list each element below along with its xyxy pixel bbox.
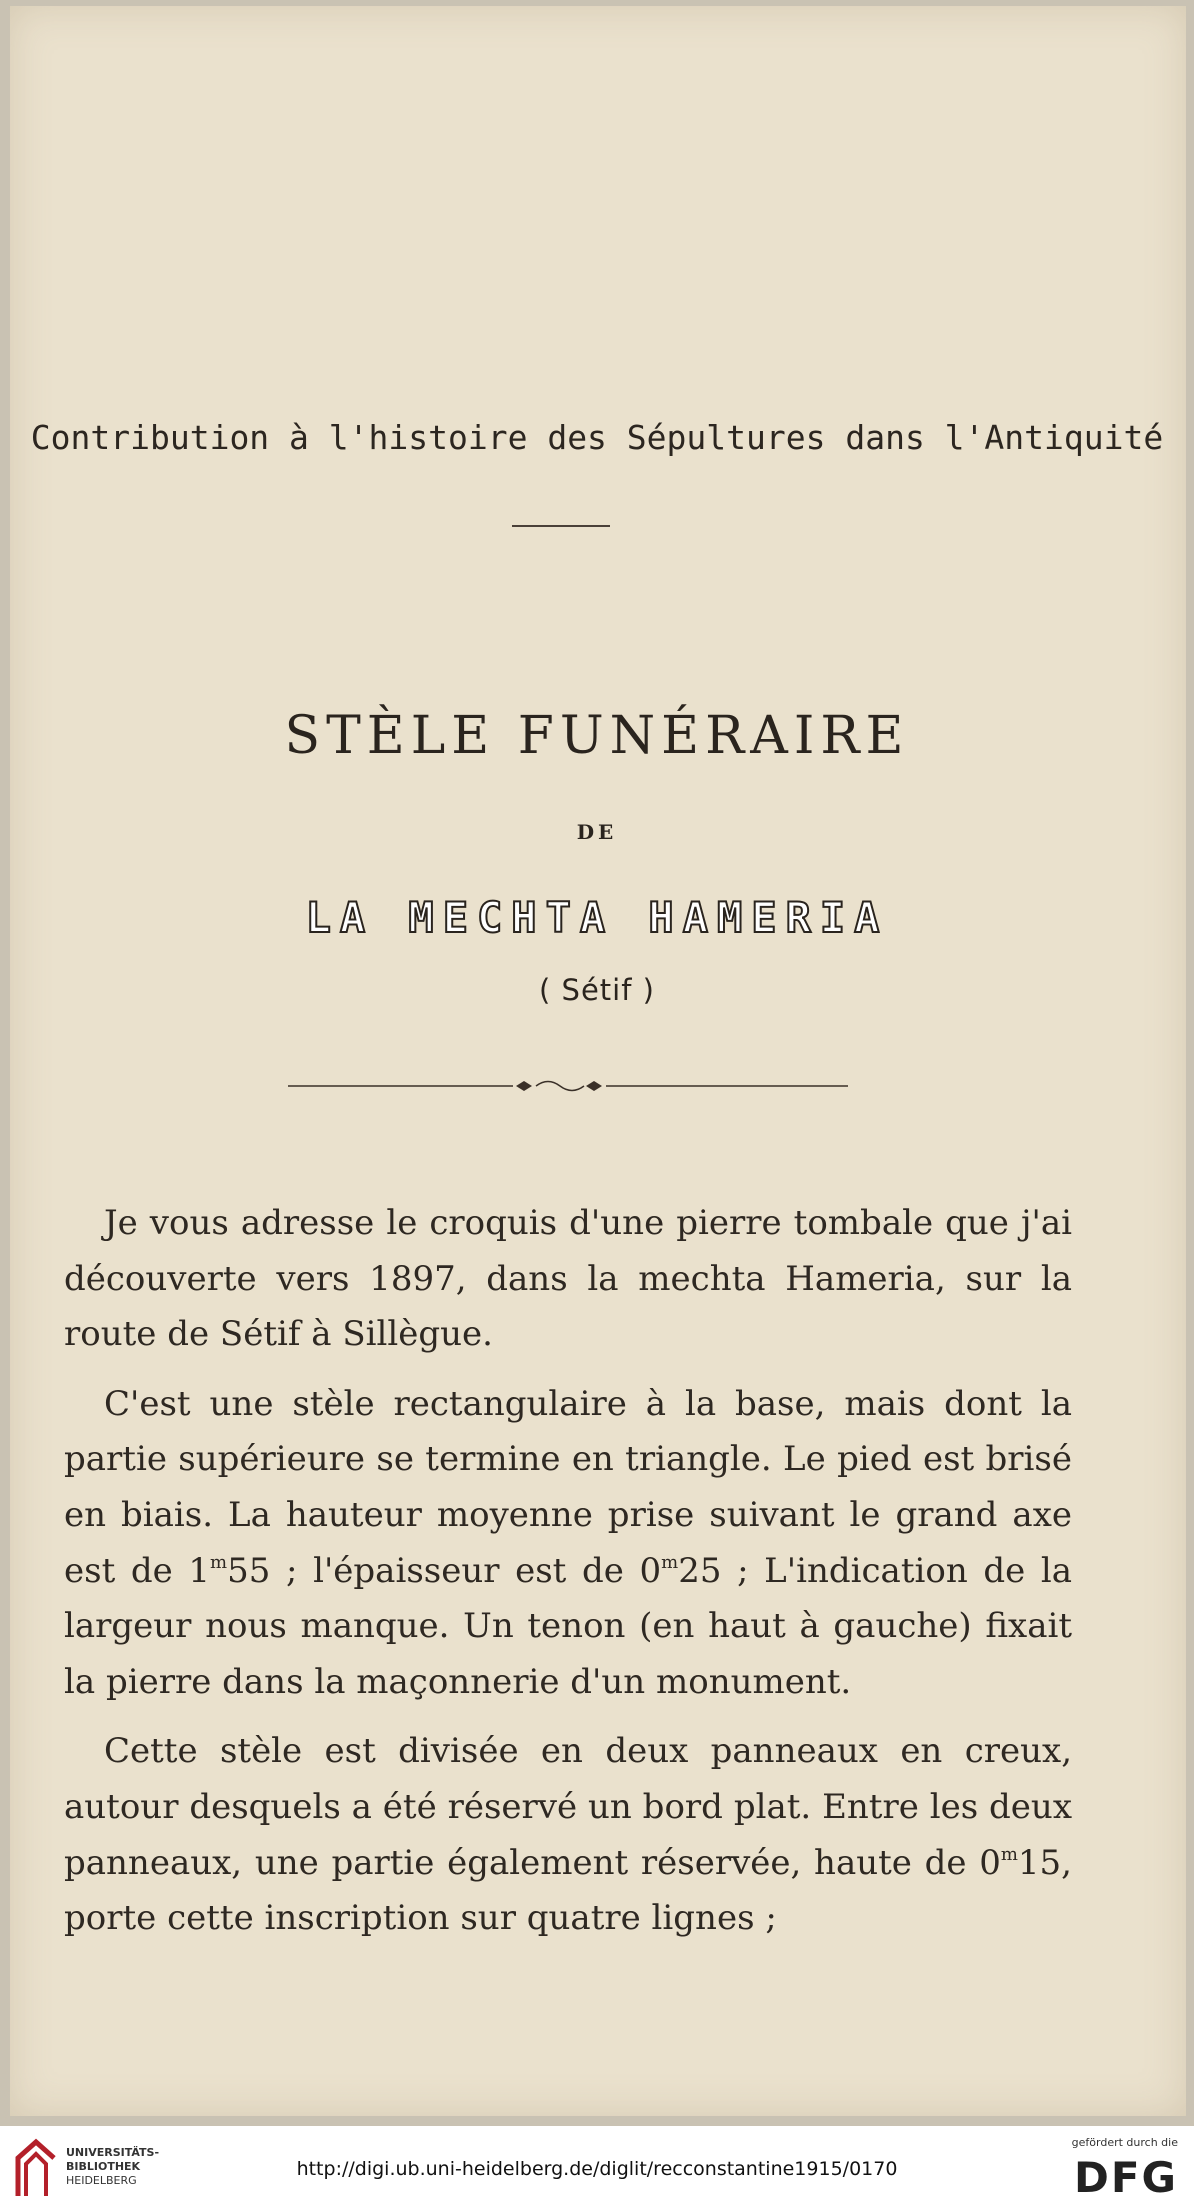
body-text (64, 1196, 1072, 1947)
paragraph: Je vous adresse le croquis d'une pierre tombale que j'ai découverte vers 1897, dans la mechta Hameria, sur la route de Sétif à Sillègue. (64, 1203, 1072, 1355)
paragraph: Cette stèle est divisée en deux panneaux en creux, autour desquels a été réservé un bord plat. Entre les deux panneaux, une partie également réservée, haute de 0$^m$15, porte cette inscription sur quatre lignes ; (64, 1731, 1072, 1939)
permalink[interactable]: http://digi.ub.uni-heidelberg.de/diglit/recconstantine1915/0170 (296, 2158, 898, 2180)
place-name: ( Sétif ) (539, 973, 655, 1007)
paragraph: C'est une stèle rectangulaire à la base, mais dont la partie supérieure se termine en triangle. Le pied est brisé en biais. La hauteur moyenne prise suivant le grand axe est de 1$^m$55 ; l'épaisseur est de 0$^m$25 ; L'indication de la largeur nous manque. Un tenon (en haut à gauche) fixait la pierre dans la maçonnerie d'un monument. (64, 1383, 1073, 1702)
funder-logo[interactable]: DFG (1073, 2153, 1178, 2202)
title-connector: DE (576, 820, 618, 844)
funding-note: gefördert durch die (1071, 2136, 1178, 2149)
short-divider (512, 525, 610, 527)
library-name: UNIVERSITÄTS- BIBLIOTHEK HEIDELBERG (66, 2146, 160, 2187)
page-subtitle: LA MECHTA HAMERIA (305, 893, 889, 942)
page-title: STÈLE FUNÉRAIRE (284, 706, 910, 766)
viewer-footer (0, 2126, 1194, 2212)
series-title: Contribution à l'histoire des Sépultures dans l'Antiquité (30, 418, 1164, 457)
ornament-divider (288, 1076, 848, 1096)
